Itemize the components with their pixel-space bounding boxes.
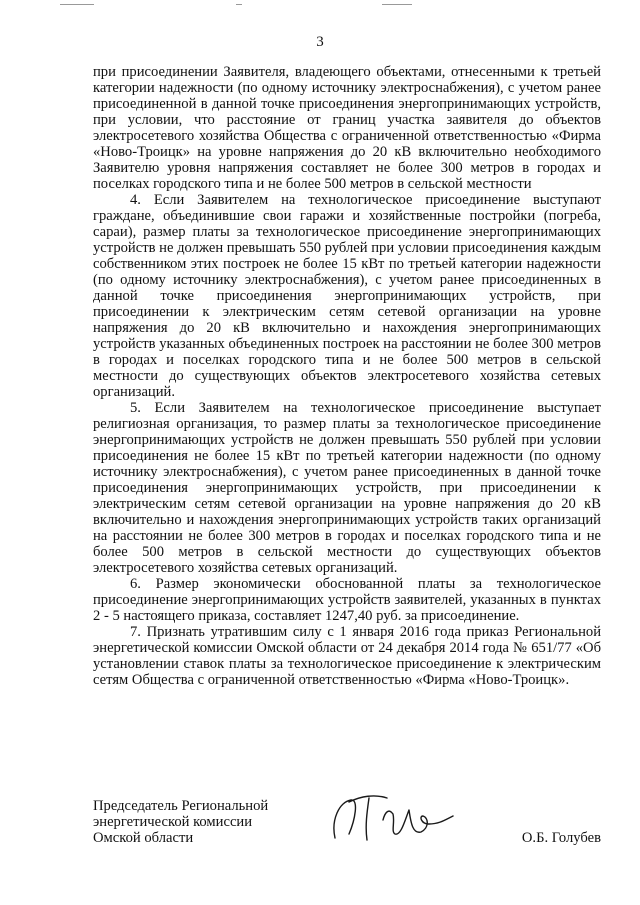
signatory-title-line: Председатель Региональной xyxy=(93,798,269,814)
page-number: 3 xyxy=(316,34,324,50)
scan-artifact xyxy=(236,4,242,5)
paragraph-item-4: 4. Если Заявителем на технологическое присоединение выступают граждане, объединившие свои гаражи и хозяйственные постройки (погреба, сараи), размер платы за технологическое присоединение энергопринимающих устройств не должен превышать 550 рублей при условии присоединения каждым собственником этих построек не более 15 кВт по третьей категории надежности (по одному источнику электроснабжения), с учетом ранее присоединенных в данной точке присоединения энергопринимающих устройств, при присоединении к электрическим сетям сетевой организации на уровне напряжения до 20 кВ включительно и нахождения энергопринимающих устройств указанных объединенных построек на расстоянии не более 300 метров в городах и поселках городского типа и не более 500 метров в сельской местности до существующих объектов электросетевого хозяйства сетевых организаций. xyxy=(93,192,601,400)
document-body xyxy=(93,64,601,688)
paragraph-item-7: 7. Признать утратившим силу с 1 января 2016 года приказ Региональной энергетической комиссии Омской области от 24 декабря 2014 года № 651/77 «Об установлении ставок платы за технологическое присоединение к электрическим сетям Общества с ограниченной ответственностью «Фирма «Ново-Троицк». xyxy=(93,624,601,688)
scan-artifact xyxy=(382,4,412,5)
signatory-title-line: энергетической комиссии xyxy=(93,814,253,830)
handwritten-signature xyxy=(325,790,475,846)
paragraph-item-5: 5. Если Заявителем на технологическое присоединение выступает религиозная организация, то размер платы за технологическое присоединение энергопринимающих устройств не должен превышать 550 рублей при условии присоединения не более 15 кВт по третьей категории надежности (по одному источнику электроснабжения), с учетом ранее присоединенных в данной точке присоединения энергопринимающих устройств, при присоединении к электрическим сетям сетевой организации на уровне напряжения до 20 кВ включительно и нахождения энергопринимающих устройств таких организаций на расстоянии не более 300 метров в городах и поселках городского типа и не более 500 метров в сельской местности до существующих объектов электросетевого хозяйства сетевых организаций. xyxy=(93,400,601,576)
paragraph-continuation: при присоединении Заявителя, владеющего объектами, отнесенными к третьей категории надежности (по одному источнику электроснабжения), с учетом ранее присоединенной в данной точке присоединения энергопринимающих устройств, при условии, что расстояние от границ участка заявителя до объектов электросетевого хозяйства Общества с ограниченной ответственностью «Фирма «Ново-Троицк» на уровне напряжения до 20 кВ включительно необходимого Заявителю уровня напряжения составляет не более 300 метров в городах и поселках городского типа и не более 500 метров в сельской местности xyxy=(93,64,601,192)
scan-artifact xyxy=(60,4,94,5)
signatory-title-line: Омской области xyxy=(93,830,194,846)
signature-block xyxy=(93,798,613,858)
paragraph-item-6: 6. Размер экономически обоснованной платы за технологическое присоединение энергопринимающих устройств заявителей, указанных в пунктах 2 - 5 настоящего приказа, составляет 1247,40 руб. за присоединение. xyxy=(93,576,601,624)
signatory-name: О.Б. Голубев xyxy=(521,830,601,846)
